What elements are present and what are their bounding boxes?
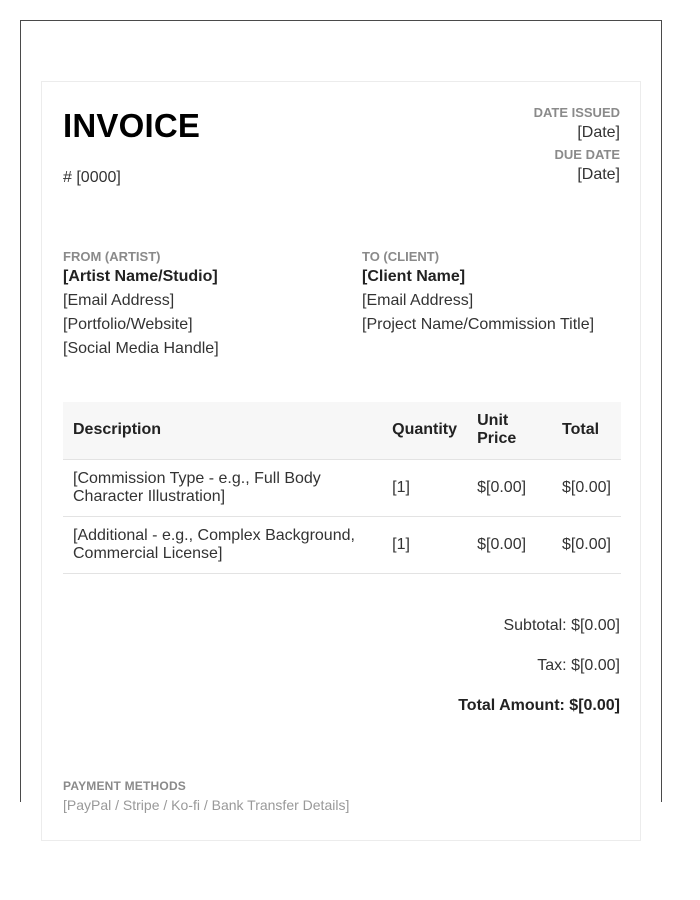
row-unit-price: $[0.00] [467,516,552,573]
invoice-number: # [0000] [63,169,121,186]
header-quantity: Quantity [382,402,467,459]
artist-website: [Portfolio/Website] [63,316,193,333]
totals-block [458,616,620,736]
row-quantity: [1] [382,459,467,516]
document-frame [20,20,662,813]
artist-name: [Artist Name/Studio] [63,268,218,285]
client-project: [Project Name/Commission Title] [362,316,595,333]
subtotal: Subtotal: $[0.00] [503,617,620,634]
invoice-title: INVOICE [63,107,201,144]
to-label: TO (CLIENT) [362,249,440,264]
client-email: [Email Address] [362,292,474,309]
row-total: $[0.00] [552,459,621,516]
table-row [63,459,621,516]
due-date-value: [Date] [577,166,620,183]
artist-social: [Social Media Handle] [63,340,219,357]
from-artist-block [63,248,219,361]
table-header-row [63,402,621,459]
payment-methods-details: [PayPal / Stripe / Ko-fi / Bank Transfer Details] [63,797,350,813]
tax: Tax: $[0.00] [537,657,620,674]
header-unit-price: Unit Price [467,402,552,459]
header-description: Description [63,402,382,459]
header-total: Total [552,402,621,459]
due-date-label: DUE DATE [554,147,620,162]
invoice-dates [534,104,620,188]
artist-email: [Email Address] [63,292,175,309]
payment-methods-label: PAYMENT METHODS [63,779,187,793]
invoice-sheet [41,81,641,841]
row-description: [Commission Type - e.g., Full Body Character Illustration] [63,459,382,516]
row-description: [Additional - e.g., Complex Background, Commercial License] [63,516,382,573]
client-name: [Client Name] [362,268,466,285]
row-unit-price: $[0.00] [467,459,552,516]
total-amount: Total Amount: $[0.00] [458,697,620,714]
row-quantity: [1] [382,516,467,573]
table-row [63,516,621,573]
to-client-block [362,248,594,337]
date-issued-label: DATE ISSUED [533,105,620,120]
from-label: FROM (ARTIST) [63,249,161,264]
row-total: $[0.00] [552,516,621,573]
date-issued-value: [Date] [577,124,620,141]
line-items-table [63,402,621,574]
